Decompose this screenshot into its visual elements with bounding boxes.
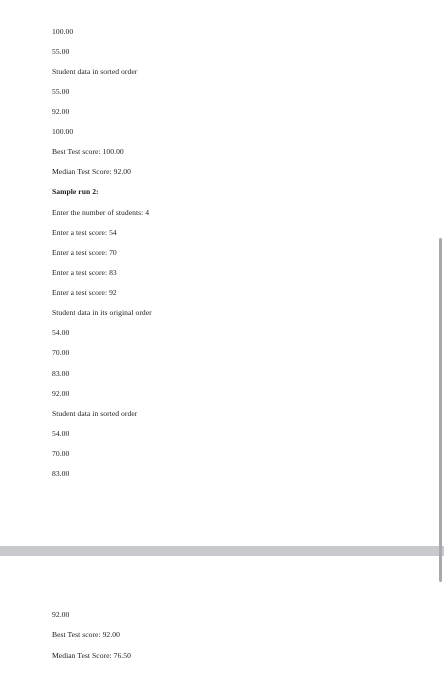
text-line: 54.00 bbox=[52, 328, 70, 337]
text-line: 70.00 bbox=[52, 348, 70, 357]
text-line: 55.00 bbox=[52, 87, 70, 96]
text-line: Enter the number of students: 4 bbox=[52, 208, 150, 217]
text-line: 83.00 bbox=[52, 469, 70, 478]
text-line: 70.00 bbox=[52, 449, 70, 458]
text-line: 83.00 bbox=[52, 369, 70, 378]
text-line: Student data in sorted order bbox=[52, 67, 138, 76]
text-line: Median Test Score: 92.00 bbox=[52, 167, 131, 176]
text-line: 100.00 bbox=[52, 127, 74, 136]
text-line: 92.00 bbox=[52, 610, 70, 619]
text-line: Student data in its original order bbox=[52, 308, 152, 317]
text-line: Best Test score: 100.00 bbox=[52, 147, 124, 156]
text-line: Enter a test score: 54 bbox=[52, 228, 117, 237]
text-line: Student data in sorted order bbox=[52, 409, 138, 418]
text-line: Enter a test score: 92 bbox=[52, 288, 117, 297]
page-break bbox=[0, 546, 444, 556]
scrollbar[interactable] bbox=[438, 0, 444, 700]
section-heading: Sample run 2: bbox=[52, 187, 99, 196]
text-line: 92.00 bbox=[52, 389, 70, 398]
text-line: Best Test score: 92.00 bbox=[52, 630, 120, 639]
text-line: Median Test Score: 76.50 bbox=[52, 651, 131, 660]
scrollbar-thumb[interactable] bbox=[439, 238, 442, 582]
text-line: Enter a test score: 70 bbox=[52, 248, 117, 257]
text-line: Enter a test score: 83 bbox=[52, 268, 117, 277]
text-line: 100.00 bbox=[52, 27, 74, 36]
text-line: 54.00 bbox=[52, 429, 70, 438]
text-line: 55.00 bbox=[52, 47, 70, 56]
text-line: 92.00 bbox=[52, 107, 70, 116]
